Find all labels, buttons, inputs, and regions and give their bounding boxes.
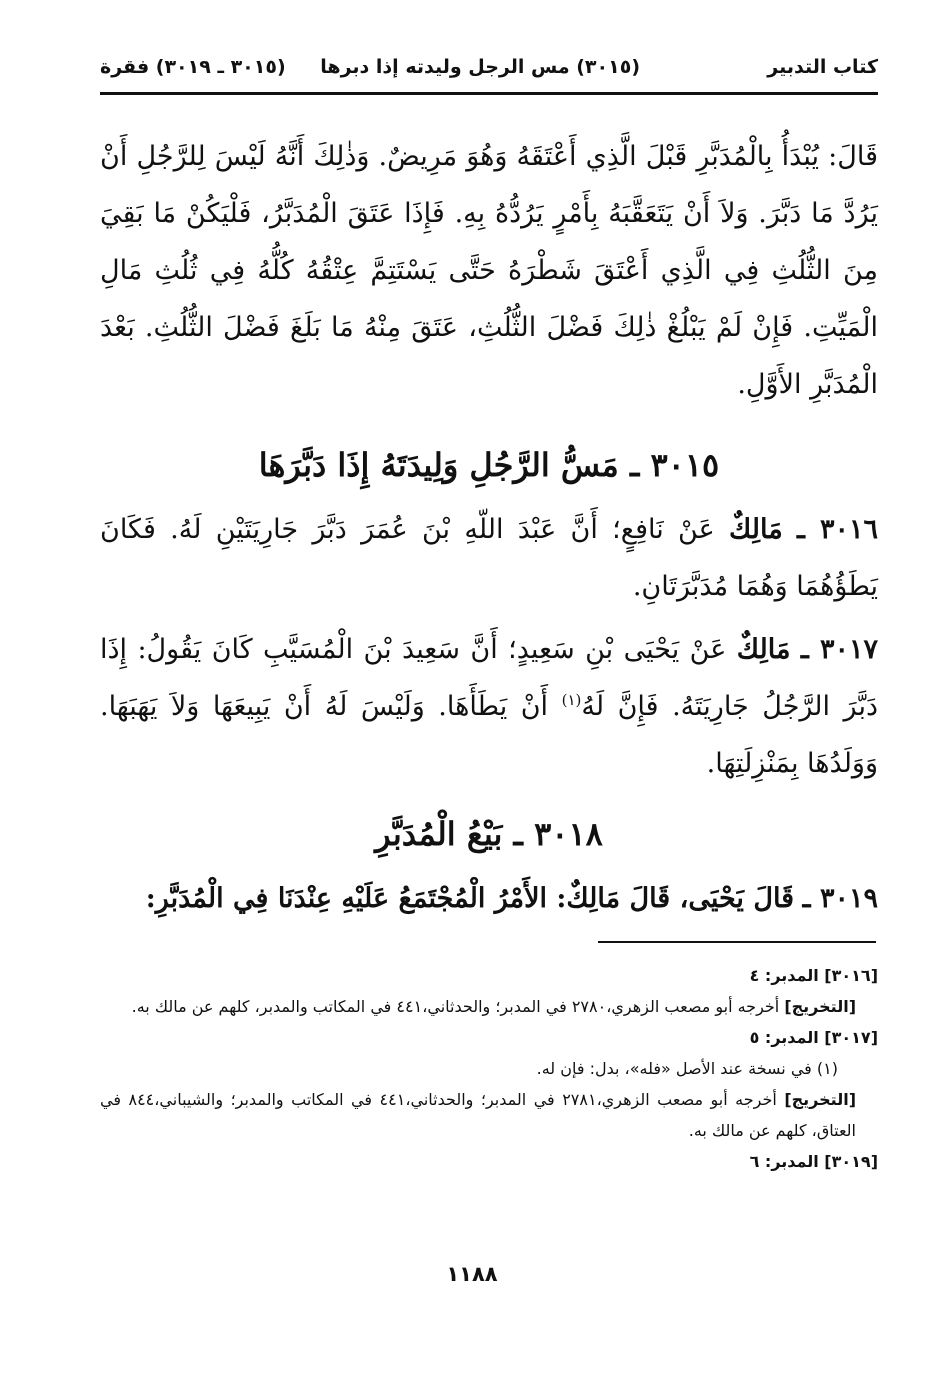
takhrij-label: [التخريج] (784, 1090, 856, 1109)
hadith-text: عَنْ نَافِعٍ؛ أَنَّ عَبْدَ اللّهِ بْنَ عُمَرَ دَبَّرَ جَارِيَتَيْنِ لَهُ. فَكَانَ يَطَؤُهُمَا وَهُمَا مُدَبَّرَتَانِ. (100, 514, 878, 602)
hadith-text: قَالَ يَحْيَى، قَالَ مَالِكٌ: الأَمْرُ الْمُجْتَمَعُ عَلَيْهِ عِنْدَنَا فِي الْمُدَبَّرِ: (145, 883, 795, 914)
chapter-heading-3015: ٣٠١٥ ـ مَسُّ الرَّجُلِ وَلِيدَتَهُ إِذَا دَبَّرَهَا (258, 446, 720, 484)
narrator-name: مَالِكٌ (728, 514, 783, 545)
ref-3019: [٣٠١٩] المدبر: ٦ (749, 1152, 878, 1171)
section-title: (٣٠١٥) مس الرجل وليدته إذا دبرها (320, 56, 640, 78)
hadith-number: ٣٠١٩ ـ (802, 883, 878, 914)
footnotes (100, 960, 878, 1177)
hadith-3019 (100, 870, 878, 927)
takhrij-3016 (100, 991, 878, 1022)
hadith-3016 (100, 501, 878, 615)
takhrij-text: أخرجه أبو مصعب الزهري،٢٧٨٠ في المدبر؛ والحدثاني،٤٤١ في المكاتب والمدبر، كلهم عن مالك به. (131, 997, 780, 1016)
intro-paragraph: قَالَ: يُبْدَأُ بِالْمُدَبَّرِ قَبْلَ الَّذِي أَعْتَقَهُ وَهُوَ مَرِيضٌ. وَذٰلِكَ أَنَّهُ لَيْسَ لِلرَّجُلِ أَنْ يَرُدَّ مَا دَبَّرَ. وَلاَ أَنْ يَتَعَقَّبَهُ بِأَمْرٍ يَرُدُّهُ بِهِ. فَإِذَا عَتَقَ الْمُدَبَّرُ، فَلْيَكُنْ مَا بَقِيَ مِنَ الثُّلُثِ فِي الَّذِي أَعْتَقَ شَطْرَهُ حَتَّى يَسْتَتِمَّ عِتْقُهُ كُلُّهُ فِي ثُلُثِ مَالِ الْمَيِّتِ. فَإِنْ لَمْ يَبْلُغْ ذٰلِكَ فَضْلَ الثُّلُثِ، عَتَقَ مِنْهُ مَا بَلَغَ فَضْلَ الثُّلُثِ. بَعْدَ الْمُدَبَّرِ الأَوَّلِ. (100, 141, 878, 400)
page-number: ١١٨٨ (446, 1262, 498, 1286)
book-title: كتاب التدبير (767, 56, 878, 78)
footnote-1: (١) في نسخة عند الأصل «فله»، بدل: فإن له. (536, 1059, 838, 1078)
ref-3016: [٣٠١٦] المدبر: ٤ (749, 966, 878, 985)
hadith-number: ٣٠١٦ ـ (796, 514, 878, 545)
hadith-text: عَنْ يَحْيَى بْنِ سَعِيدٍ؛ أَنَّ سَعِيدَ بْنَ الْمُسَيَّبِ كَانَ يَقُولُ: إِذَا دَبَّرَ الرَّجُلُ جَارِيَتَهُ. فَإِنَّ لَهُ (100, 634, 878, 722)
takhrij-text: أخرجه أبو مصعب الزهري،٢٧٨١ في المدبر؛ والحدثاني،٤٤١ في المكاتب والمدبر؛ والشيباني،٨٤٤ في العتاق، كلهم عن مالك به. (100, 1090, 856, 1140)
ref-3017: [٣٠١٧] المدبر: ٥ (749, 1028, 878, 1047)
footnote-marker[interactable]: (١) (561, 691, 582, 709)
running-header (100, 52, 878, 86)
takhrij-3017 (100, 1084, 878, 1146)
hadith-text-continued: أَنْ يَطَأَهَا. وَلَيْسَ لَهُ أَنْ يَبِيعَهَا وَلاَ يَهَبَهَا. وَوَلَدُهَا بِمَنْزِلَتِهَا. (100, 691, 878, 779)
takhrij-label: [التخريج] (784, 997, 856, 1016)
chapter-heading-3018: ٣٠١٨ ـ بَيْعُ الْمُدَبَّرِ (375, 815, 603, 853)
hadith-number: ٣٠١٧ ـ (800, 634, 878, 665)
paragraph-range: (٣٠١٥ ـ ٣٠١٩) فقرة (100, 56, 286, 78)
header-divider (100, 92, 878, 95)
footnote-divider (598, 941, 876, 943)
main-text (100, 128, 878, 933)
narrator-name: مَالِكٌ (736, 634, 791, 665)
hadith-3017 (100, 621, 878, 792)
